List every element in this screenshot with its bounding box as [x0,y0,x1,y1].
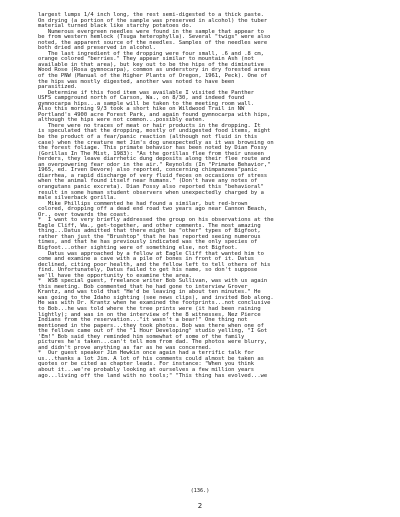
page-marker: (136.) [190,488,210,494]
text-line: when the animal found itself near humans." (Don't have any notes of [38,178,258,185]
text-line: come and examine a cave with a pile of bones in front of it. Datus [38,256,255,263]
text-line: diarrhea, a rapid discharge of very fluid feces on occasions of stress [38,172,268,179]
text-line: USFS campground north of Carson, Wa., on 8/30, and indeed found [38,95,245,102]
text-line: pictures he's taken...can't tell mom from dad. The photos were blurry, [38,339,268,346]
text-line: On drying (a portion of the sample was preserved in alcohol) the tuber [38,17,268,24]
text-line: times, and that he has previously indicated was the only species of [38,239,258,246]
text-line: gymnocarpa hips...a sample will be taken to the meeting room wall. [38,100,255,107]
text-line: * Our guest speaker Jim Hewkin once again had a terrific talk for [38,350,255,357]
text-line: There were no traces of meat or hair products in the dropping. It [38,122,261,129]
text-line: male silverback gorilla. [38,195,117,202]
text-line: mentioned in the papers...they took photos. Bob was there when one of [38,322,264,329]
text-line: Bigfoot...other sighting were of something else, not Bigfoot. [38,244,238,251]
text-line: of the PNW (Manual of the Higher Plants of Oregon, 1961, Peck). One of [38,73,268,80]
text-line: is speculated that the dropping, mostly of undigested food items, might [38,128,271,135]
text-line: we'll have the opportunity to examine the area. [38,272,192,279]
text-line: about it...we're probably looking at ourselves a few million years [38,367,255,373]
text-line: * I want to very briefly addressed the group on his observations at the [38,217,274,224]
text-line: 'Em!" Bob said they reminded him somewhat of some of the family [38,333,245,340]
text-line: Krantz, and was told that "He'd be leaving in about ten minutes." He [38,289,261,296]
text-line: be the product of a fear/panic reaction (although not fluid in this [38,134,258,141]
text-line: Indians from the reservation..."it wasn't a bear!" One thing not [38,317,248,324]
text-line: largest lumps 1/4 inch long, the rest semi-digested to a thick paste. [38,12,264,18]
text-line: this meeting. Bob commented that he had gone to interview Grover [38,283,248,290]
text-line: thing...Datus admitted that there might be "other" types of Bigfoot, [38,228,261,235]
text-line: ago...living off the land with no tools;" "This thing has evolved...we [38,372,268,379]
text-line: colored, dropping off a dead end road two years ago near Cannon Beach, [38,206,268,213]
text-line: * WSB special guest, freelance writer Bob Sullivan, was with us again [38,278,268,285]
text-line: the hips was mostly digested, another was noted to have been [38,78,235,85]
text-line: to Bob...he was told where the tree prints were (it had been raining [38,305,261,312]
text-line: Also this morning 9/3 took a short hike on Wildwood Trail in NW [38,106,245,113]
text-line: and didn't prove anything as far as he was concerned. [38,344,212,351]
text-line: was going to the Idaho sighting (see news clips), and invited Bob along. [38,294,274,301]
text-line: Wood Rose (Rosa gymnocarpa), common as understory in dry forested areas [38,67,271,74]
text-line: Portland's 4900 acre Forest Park, and again found gymnocarpa with hips, [38,111,271,118]
text-line: both dried and preserved in alcohol. [38,45,156,52]
text-line: an overpowering fear odor in the air." Reynolds (In "Primate Behavior," [38,161,271,168]
text-line: find. Unfortunately, Datus failed to get his name, so don't suppose [38,267,258,274]
text-line: declined, citing poor health, and the fellow left to tell others of his [38,261,271,268]
text-line: case) when the creature met Jim's dog unexpectedly as it was browsing on [38,139,274,146]
text-line: noted, the apparent source of the needles. Samples of the needles were [38,39,268,46]
text-line: He was with Dr. Krantz when he examined the footprints...not conclusive [38,300,271,307]
text-line: orangutans panic excreta). Dian Fossy also reported this "behavioral" [38,183,264,190]
text-line: Mike Phillips commented he had found a similar, but red-brown [38,200,248,207]
text-line: 1965, ed. Irven Devore) also reported, concerning chimpanzees"panic [38,167,258,174]
text-line: lightly); and was in on the interview of the 8 witnesses, Nez Pierce [38,311,261,318]
text-line: material turned black like starchy potatoes do. [38,23,192,30]
text-line: result in some human student observers when unexpectedly charged by a [38,189,264,196]
text-line: although the hips were not common...possibly eaten. [38,117,205,124]
text-line: Eagle Cliff, Wa., get-together, and other comments. The most amazing [38,222,261,229]
text-line: available in that area), but key out to be the hips of the diminutive [38,61,264,68]
text-line: Datus was approached by a fellow at Eagle Cliff that wanted him to [38,250,264,257]
text-line: Numerous evergreen needles were found in the sample that appear to [38,28,264,35]
text-line: Or., over towards the coast. [38,211,130,218]
text-line: herders, they leave diarrhetic dung deposits along their flee route and [38,156,271,163]
footer-page-number: 2 [197,502,203,510]
text-line: The last ingredient of the dropping were four small, .6 and .8 cm, [38,50,264,57]
text-line: (Gorillas In The Mist, 1983): "As the gorillas flee from their unseen [38,150,264,157]
body-text [38,13,372,379]
text-line: the fellows came out of the "1 Hour Developing" studio yelling, "I Got [38,328,268,335]
text-line: be from western hemlock (Tsuga heterophylla). Several "twigs" were also [38,34,271,41]
text-line: quotes or be cited as chapter leads. For instance: "When you think [38,361,255,368]
text-line: us...thanks a lot Jim. A lot of his comments could almost be taken as [38,355,264,362]
text-line: the forest foliage. This primate behavior has been noted by Dian Fossy [38,145,268,152]
text-line: parasitized. [38,84,78,91]
text-line: orange colored "berries." They appear similar to mountain Ash (not [38,56,255,63]
text-line: rather than just the "Brushtop" that he has reported seeing numerous [38,233,261,240]
text-line: Determine if this food item was available I visited the Panther [38,89,255,96]
